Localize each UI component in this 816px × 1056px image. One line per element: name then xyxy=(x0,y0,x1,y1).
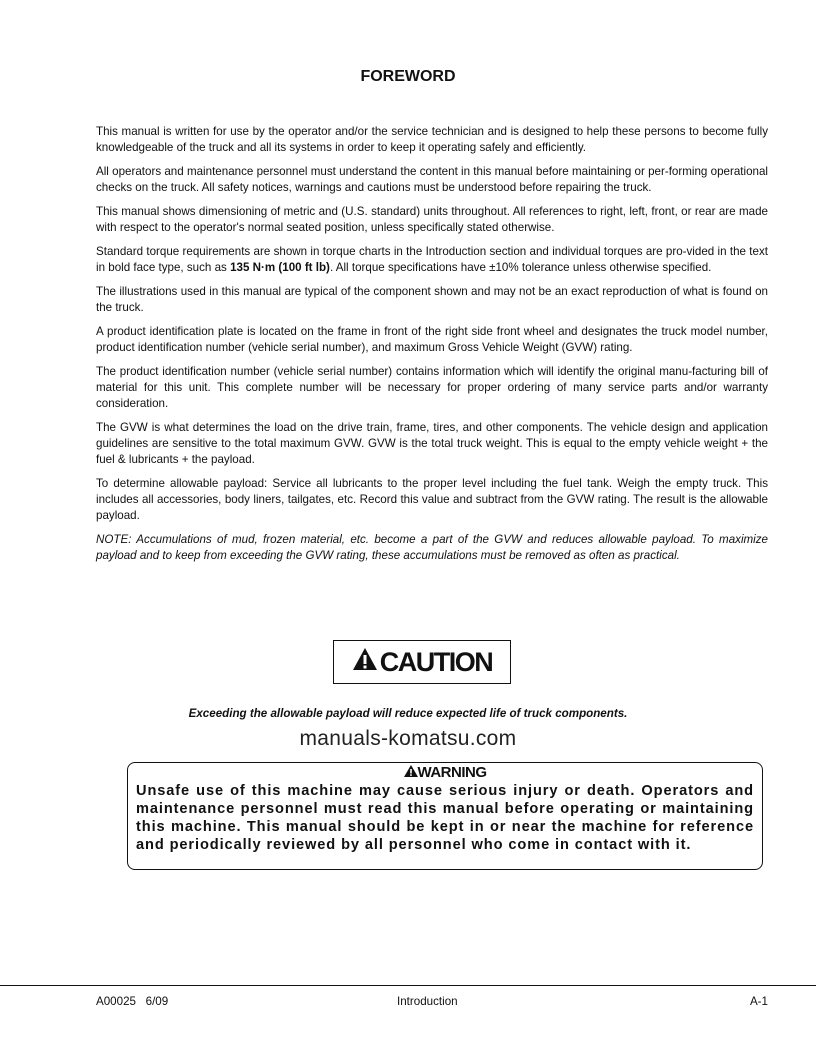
torque-paragraph xyxy=(96,244,768,276)
paragraph: The illustrations used in this manual are typical of the component shown and may not be an exact reproduction of what is found on the truck. xyxy=(96,285,768,314)
paragraph: The product identification number (vehicle serial number) contains information which will identify the original manu-facturing bill of material for this unit. This complete number will be necessary for proper ordering of many service parts and/or warranty consideration. xyxy=(96,365,768,410)
warning-text: Unsafe use of this machine may cause serious injury or death. Operators and maintenance personnel must read this manual before operating or maintaining this machine. This manual should be kept in or near the machine for reference and periodically reviewed by all personnel who come in contact with it. xyxy=(136,783,754,853)
torque-text: Standard torque requirements are shown in torque charts in the Introduction section and individual torques are pro-vided in the text in bold face type, such as xyxy=(96,245,768,274)
caution-label: CAUTION xyxy=(379,646,493,677)
paragraph: A product identification plate is located on the frame in front of the right side front wheel and designates the truck model number, product identification number (vehicle serial number), and maximum Gross Vehicle Weight (GVW) rating. xyxy=(96,325,768,354)
warning-header xyxy=(136,764,754,782)
paragraph: To determine allowable payload: Service all lubricants to the proper level including the fuel tank. Weigh the empty truck. This includes all accessories, body liners, tailgates, etc. Record this value and subtract from the GVW rating. The result is the allowable payload. xyxy=(96,477,768,522)
watermark: manuals-komatsu.com xyxy=(299,727,517,750)
foreword-body xyxy=(96,124,768,572)
warning-box xyxy=(127,762,763,870)
torque-text: . All torque specifications have ±10% tolerance unless otherwise specified. xyxy=(329,261,712,274)
note: NOTE: Accumulations of mud, frozen material, etc. become a part of the GVW and reduces allowable payload. To maximize payload and to keep from exceeding the GVW rating, these accumulations must be removed as often as practical. xyxy=(96,533,768,562)
caution-label-box xyxy=(333,640,511,684)
torque-example: 135 N·m (100 ft lb) xyxy=(230,261,330,274)
footer-section: Introduction xyxy=(397,995,458,1008)
paragraph: This manual shows dimensioning of metric and (U.S. standard) units throughout. All references to right, left, front, or rear are made with respect to the operator's normal seated position, unless specifically stated otherwise. xyxy=(96,205,768,234)
footer-page-number: A-1 xyxy=(749,995,768,1008)
warning-triangle-icon xyxy=(352,647,378,678)
footer-divider xyxy=(0,985,816,986)
paragraph: This manual is written for use by the operator and/or the service technician and is designed to help these persons to become fully knowledgeable of the truck and all its systems in order to keep it operating safely and efficiently. xyxy=(96,125,768,154)
paragraph: The GVW is what determines the load on the drive train, frame, tires, and other components. The vehicle design and application guidelines are sensitive to the total maximum GVW. GVW is the total truck weight. This is equal to the empty vehicle weight + the fuel & lubricants + the payload. xyxy=(96,421,768,466)
warning-triangle-icon xyxy=(404,764,418,781)
paragraph: All operators and maintenance personnel must understand the content in this manual before maintaining or per-forming operational checks on the truck. All safety notices, warnings and cautions must be understood before repairing the truck. xyxy=(96,165,768,194)
caution-message: Exceeding the allowable payload will reduce expected life of truck components. xyxy=(188,707,628,720)
footer-doc-id: A00025 6/09 xyxy=(96,995,169,1008)
page-title: FOREWORD xyxy=(360,68,456,85)
warning-label: WARNING xyxy=(417,764,487,781)
